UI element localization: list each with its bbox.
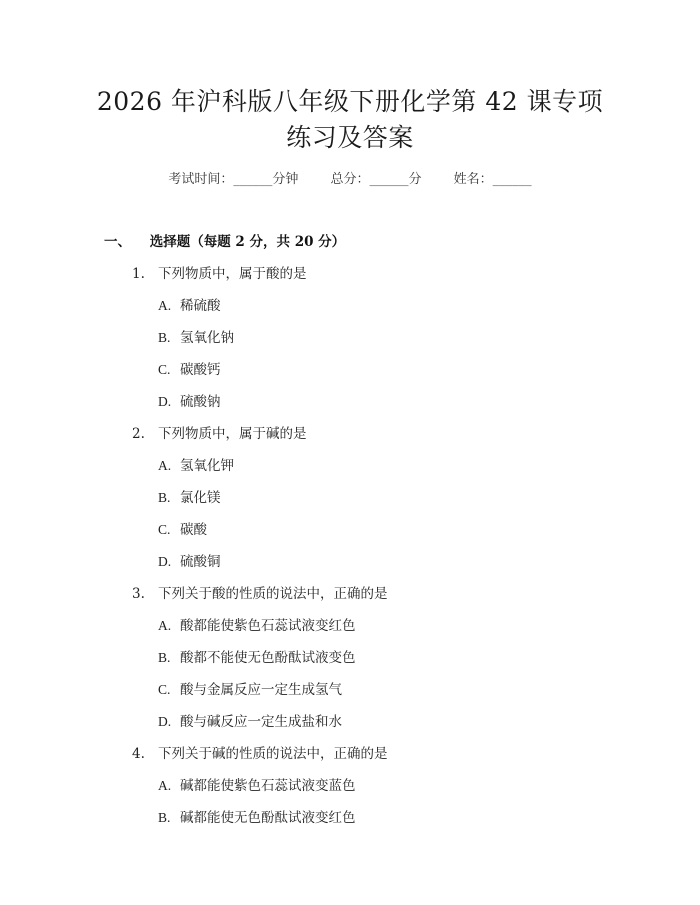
option-text: 硫酸铜 bbox=[180, 554, 221, 570]
option-letter: B. bbox=[158, 330, 171, 345]
option-text: 碳酸钙 bbox=[180, 362, 221, 378]
exam-score: 总分：______分 bbox=[330, 172, 422, 187]
option bbox=[158, 550, 221, 570]
option-letter: C. bbox=[158, 682, 171, 697]
option-letter: A. bbox=[158, 778, 172, 793]
option-text: 酸都不能使无色酚酞试液变色 bbox=[180, 650, 356, 666]
document-title-line-2: 练习及答案 bbox=[286, 123, 414, 152]
option-letter: B. bbox=[158, 810, 171, 825]
option bbox=[158, 486, 221, 506]
option bbox=[158, 806, 356, 826]
option-text: 氯化镁 bbox=[180, 490, 221, 506]
question-text: 下列物质中，属于酸的是 bbox=[158, 266, 307, 282]
exam-meta bbox=[0, 168, 700, 187]
option bbox=[158, 390, 221, 410]
option-letter: A. bbox=[158, 458, 172, 473]
option-letter: C. bbox=[158, 522, 171, 537]
option-text: 硫酸钠 bbox=[180, 394, 221, 410]
option-letter: D. bbox=[158, 554, 172, 569]
option-text: 碳酸 bbox=[180, 522, 207, 538]
section-number: 一、 bbox=[104, 234, 131, 250]
option-letter: B. bbox=[158, 490, 171, 505]
option bbox=[158, 518, 207, 538]
question-number: 4. bbox=[132, 746, 145, 762]
question-text: 下列物质中，属于碱的是 bbox=[158, 426, 307, 442]
question bbox=[132, 582, 388, 602]
option-text: 酸与碱反应一定生成盐和水 bbox=[180, 714, 342, 730]
option-text: 酸都能使紫色石蕊试液变红色 bbox=[180, 618, 356, 634]
option bbox=[158, 774, 356, 794]
section-heading bbox=[104, 230, 345, 250]
question bbox=[132, 422, 307, 442]
section-label: 选择题（每题 2 分，共 20 分） bbox=[149, 234, 346, 250]
option-text: 氢氧化钾 bbox=[180, 458, 234, 474]
option-letter: B. bbox=[158, 650, 171, 665]
option bbox=[158, 646, 356, 666]
option-letter: C. bbox=[158, 362, 171, 377]
question-text: 下列关于酸的性质的说法中，正确的是 bbox=[158, 586, 388, 602]
option-text: 碱都能使紫色石蕊试液变蓝色 bbox=[180, 778, 356, 794]
question-number: 1. bbox=[132, 266, 145, 282]
option bbox=[158, 294, 221, 314]
option bbox=[158, 454, 234, 474]
option-letter: A. bbox=[158, 298, 172, 313]
question-text: 下列关于碱的性质的说法中，正确的是 bbox=[158, 746, 388, 762]
option-text: 碱都能使无色酚酞试液变红色 bbox=[180, 810, 356, 826]
exam-time: 考试时间：______分钟 bbox=[168, 172, 299, 187]
student-name: 姓名：______ bbox=[453, 172, 532, 187]
option bbox=[158, 326, 234, 346]
option-letter: D. bbox=[158, 394, 172, 409]
option-letter: A. bbox=[158, 618, 172, 633]
document-title-line-1: 2026 年沪科版八年级下册化学第 42 课专项 bbox=[96, 87, 604, 116]
option-text: 稀硫酸 bbox=[180, 298, 221, 314]
option bbox=[158, 358, 221, 378]
option-letter: D. bbox=[158, 714, 172, 729]
option-text: 氢氧化钠 bbox=[180, 330, 234, 346]
option bbox=[158, 710, 342, 730]
option bbox=[158, 614, 356, 634]
question-number: 2. bbox=[132, 426, 145, 442]
option-text: 酸与金属反应一定生成氢气 bbox=[180, 682, 342, 698]
question-number: 3. bbox=[132, 586, 145, 602]
question bbox=[132, 262, 307, 282]
question bbox=[132, 742, 388, 762]
option bbox=[158, 678, 342, 698]
